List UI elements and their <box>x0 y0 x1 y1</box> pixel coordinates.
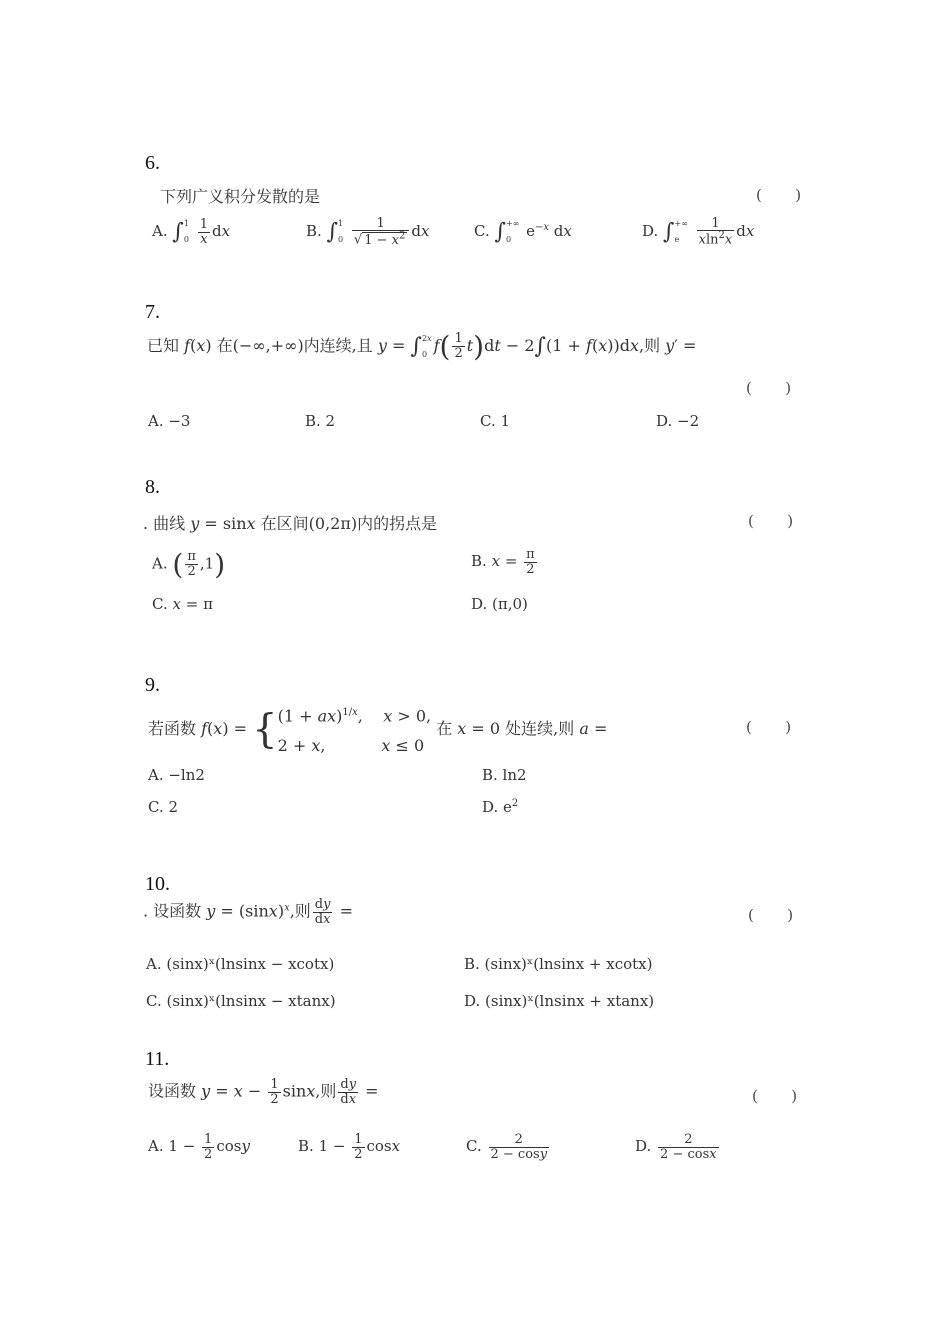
option-d[interactable]: D. $\frac{2}{2 - \cos x}$ <box>635 1132 717 1162</box>
option-c[interactable]: C. x = π <box>152 595 213 613</box>
question-number: 7. <box>145 301 160 323</box>
question-number: 8. <box>145 476 160 498</box>
option-b[interactable]: B. (sinx)ˣ(lnsinx + xcotx) <box>464 955 653 973</box>
question-text: . 曲线 y = sinx 在区间(0,2π)内的拐点是 <box>143 514 438 533</box>
question-number: 9. <box>145 674 160 696</box>
option-a[interactable]: A. −ln2 <box>148 766 205 784</box>
question-number: 11. <box>145 1048 170 1070</box>
answer-paren: ( ) <box>752 1087 798 1105</box>
option-b[interactable]: B. x = $\frac{\pi}{2}$ <box>471 547 535 577</box>
option-b[interactable]: B. ln2 <box>482 766 527 784</box>
question-text: 设函数 y = x − $\frac{1}{2}$ sinx,则 $\frac{dy}{dx}$ = <box>148 1077 379 1107</box>
option-a[interactable]: A. ∫ 1 0 $\frac{1}{x}$ dx <box>152 216 231 247</box>
option-d[interactable]: D. $e^2$ <box>482 798 519 816</box>
option-b[interactable]: B. 1 − $\frac{1}{2}$ cosx <box>298 1132 401 1162</box>
option-c[interactable]: C. (sinx)ˣ(lnsinx − xtanx) <box>146 992 336 1010</box>
option-c[interactable]: C. ∫ +∞ 0 $e^{-x}$ dx <box>474 219 572 245</box>
answer-paren: ( ) <box>746 718 792 736</box>
option-b[interactable]: B. 2 <box>305 412 336 430</box>
question-text: 已知 f(x) 在(−∞,+∞)内连续,且 y = ∫ 2x 0 f( $\frac{1}{2}$ t)dt − 2∫(1 + f(x))dx,则 y′ = <box>147 330 697 363</box>
answer-paren: ( ) <box>756 186 802 204</box>
option-a[interactable]: A. (sinx)ˣ(lnsinx − xcotx) <box>146 955 335 973</box>
question-text: . 设函数 $y = (\sin x)^x$,则 $\frac{dy}{dx}$ = <box>143 897 353 927</box>
option-c[interactable]: C. 1 <box>480 412 511 430</box>
option-d[interactable]: D. −2 <box>656 412 700 430</box>
option-c[interactable]: C. 2 <box>148 798 179 816</box>
option-a[interactable]: A. 1 − $\frac{1}{2}$ cosy <box>148 1132 250 1162</box>
option-d[interactable]: D. (sinx)ˣ(lnsinx + xtanx) <box>464 992 655 1010</box>
option-d[interactable]: D. ∫ +∞ e $\frac{1}{xln^2x}$ dx <box>642 215 755 248</box>
question-text: 若函数 f(x) = { (1 + ax)$^{1/x}$, x > 0, 2 + x, x ≤ 0 在 x = 0 处连续,则 a = <box>148 706 608 756</box>
option-b[interactable]: B. ∫ 1 0 $\frac{1}{√ 1 - x^2}$ dx <box>306 215 430 248</box>
option-c[interactable]: C. $\frac{2}{2 - \cos y}$ <box>466 1132 548 1162</box>
answer-paren: ( ) <box>748 512 794 530</box>
answer-paren: ( ) <box>748 906 794 924</box>
question-text: 下列广义积分发散的是 <box>160 187 321 206</box>
option-a[interactable]: A. −3 <box>148 412 191 430</box>
option-d[interactable]: D. (π,0) <box>471 595 528 613</box>
question-number: 10. <box>145 873 170 895</box>
answer-paren: ( ) <box>746 379 792 397</box>
question-number: 6. <box>145 152 160 174</box>
option-a[interactable]: A. ( $\frac{\pi}{2}$ ,1) <box>152 548 226 581</box>
